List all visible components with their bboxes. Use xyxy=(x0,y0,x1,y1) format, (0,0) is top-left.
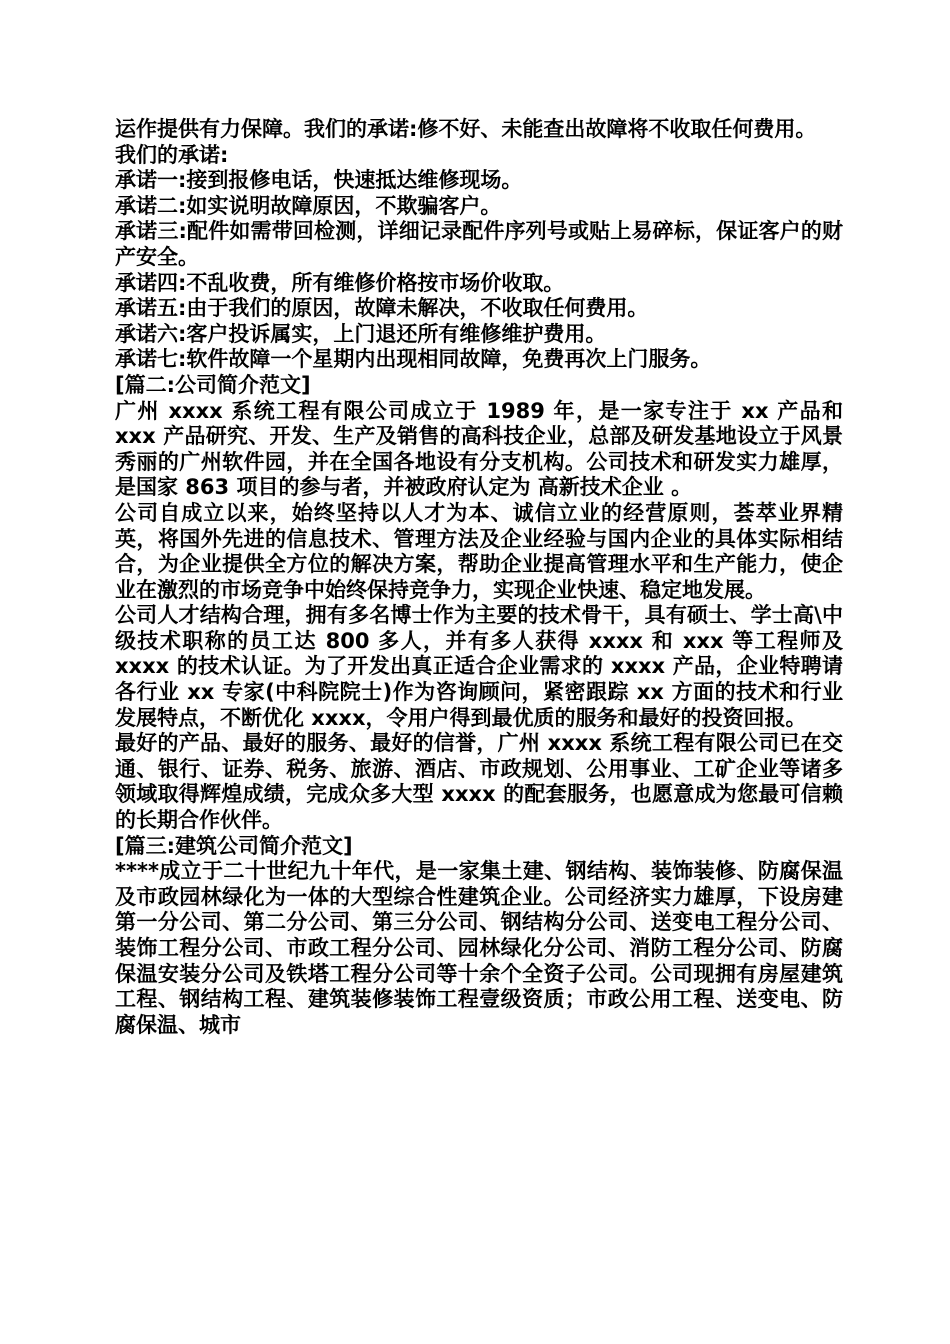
paragraph-promise-1: 承诺一:接到报修电话，快速抵达维修现场。 xyxy=(115,168,523,193)
paragraph-guarantee-intro: 运作提供有力保障。我们的承诺:修不好、未能查出故障将不收取任何费用。 xyxy=(115,117,817,141)
paragraph-company-achievements: 最好的产品、最好的服务、最好的信誉，广州 xxxx 系统工程有限公司已在交通、银行、证券、税务、旅游、酒店、市政规划、公用事业、工矿企业等诸多领域取得辉煌成绩，完成众多大型 xxxx 的配套服务，也愿意成为您最可信赖的长期合作伙伴。 xyxy=(115,731,843,833)
section-heading-part-2: [篇二:公司简介范文] xyxy=(115,372,311,397)
section-heading-part-3: [篇三:建筑公司简介范文] xyxy=(115,833,353,858)
paragraph-promise-2: 承诺二:如实说明故障原因，不欺骗客户。 xyxy=(115,193,502,218)
paragraph-company-overview: 广州 xxxx 系统工程有限公司成立于 1989 年，是一家专注于 xx 产品和 xxx 产品研究、开发、生产及销售的高科技企业，总部及研发基地设立于风景秀丽的广州软件园，并在全国各地设有分支机构。公司技术和研发实力雄厚，是国家 863 项目的参与者，并被政府认定为 高新技术企业 。 xyxy=(115,398,843,500)
paragraph-promise-title: 我们的承诺: xyxy=(115,142,229,167)
paragraph-promise-3: 承诺三:配件如需带回检测，详细记录配件序列号或贴上易碎标，保证客户的财产安全。 xyxy=(115,219,843,269)
paragraph-promise-6: 承诺六:客户投诉属实，上门退还所有维修维护费用。 xyxy=(115,321,607,346)
paragraph-promise-5: 承诺五:由于我们的原因，故障未解决，不收取任何费用。 xyxy=(115,296,649,321)
document-body xyxy=(115,117,843,1038)
paragraph-promise-4: 承诺四:不乱收费，所有维修价格按市场价收取。 xyxy=(115,270,565,295)
paragraph-company-talent: 公司人才结构合理，拥有多名博士作为主要的技术骨干，具有硕士、学士高\中级技术职称的员工达 800 多人，并有多人获得 xxxx 和 xxx 等工程师及 xxxx 的技术认证。为了开发出真正适合企业需求的 xxxx 产品，企业特聘请各行业 xx 专家(中科院院士)作为咨询顾问，紧密跟踪 xx 方面的技术和行业发展特点，不断优化 xxxx，令用户得到最优质的服务和最好的投资回报。 xyxy=(115,603,843,730)
paragraph-promise-7: 承诺七:软件故障一个星期内出现相同故障，免费再次上门服务。 xyxy=(115,347,712,372)
paragraph-company-philosophy: 公司自成立以来，始终坚持以人才为本、诚信立业的经营原则，荟萃业界精英，将国外先进的信息技术、管理方法及企业经验与国内企业的具体实际相结合，为企业提供全方位的解决方案，帮助企业提高管理水平和生产能力，使企业在激烈的市场竞争中始终保持竞争力，实现企业快速、稳定地发展。 xyxy=(115,500,843,602)
paragraph-construction-company: ****成立于二十世纪九十年代，是一家集土建、钢结构、装饰装修、防腐保温及市政园林绿化为一体的大型综合性建筑企业。公司经济实力雄厚，下设房建第一分公司、第二分公司、第三分公司、钢结构分公司、送变电工程分公司、装饰工程分公司、市政工程分公司、园林绿化分公司、消防工程分公司、防腐保温安装分公司及铁塔工程分公司等十余个全资子公司。公司现拥有房屋建筑工程、钢结构工程、建筑装修装饰工程壹级资质；市政公用工程、送变电、防腐保温、城市 xyxy=(115,859,843,1037)
